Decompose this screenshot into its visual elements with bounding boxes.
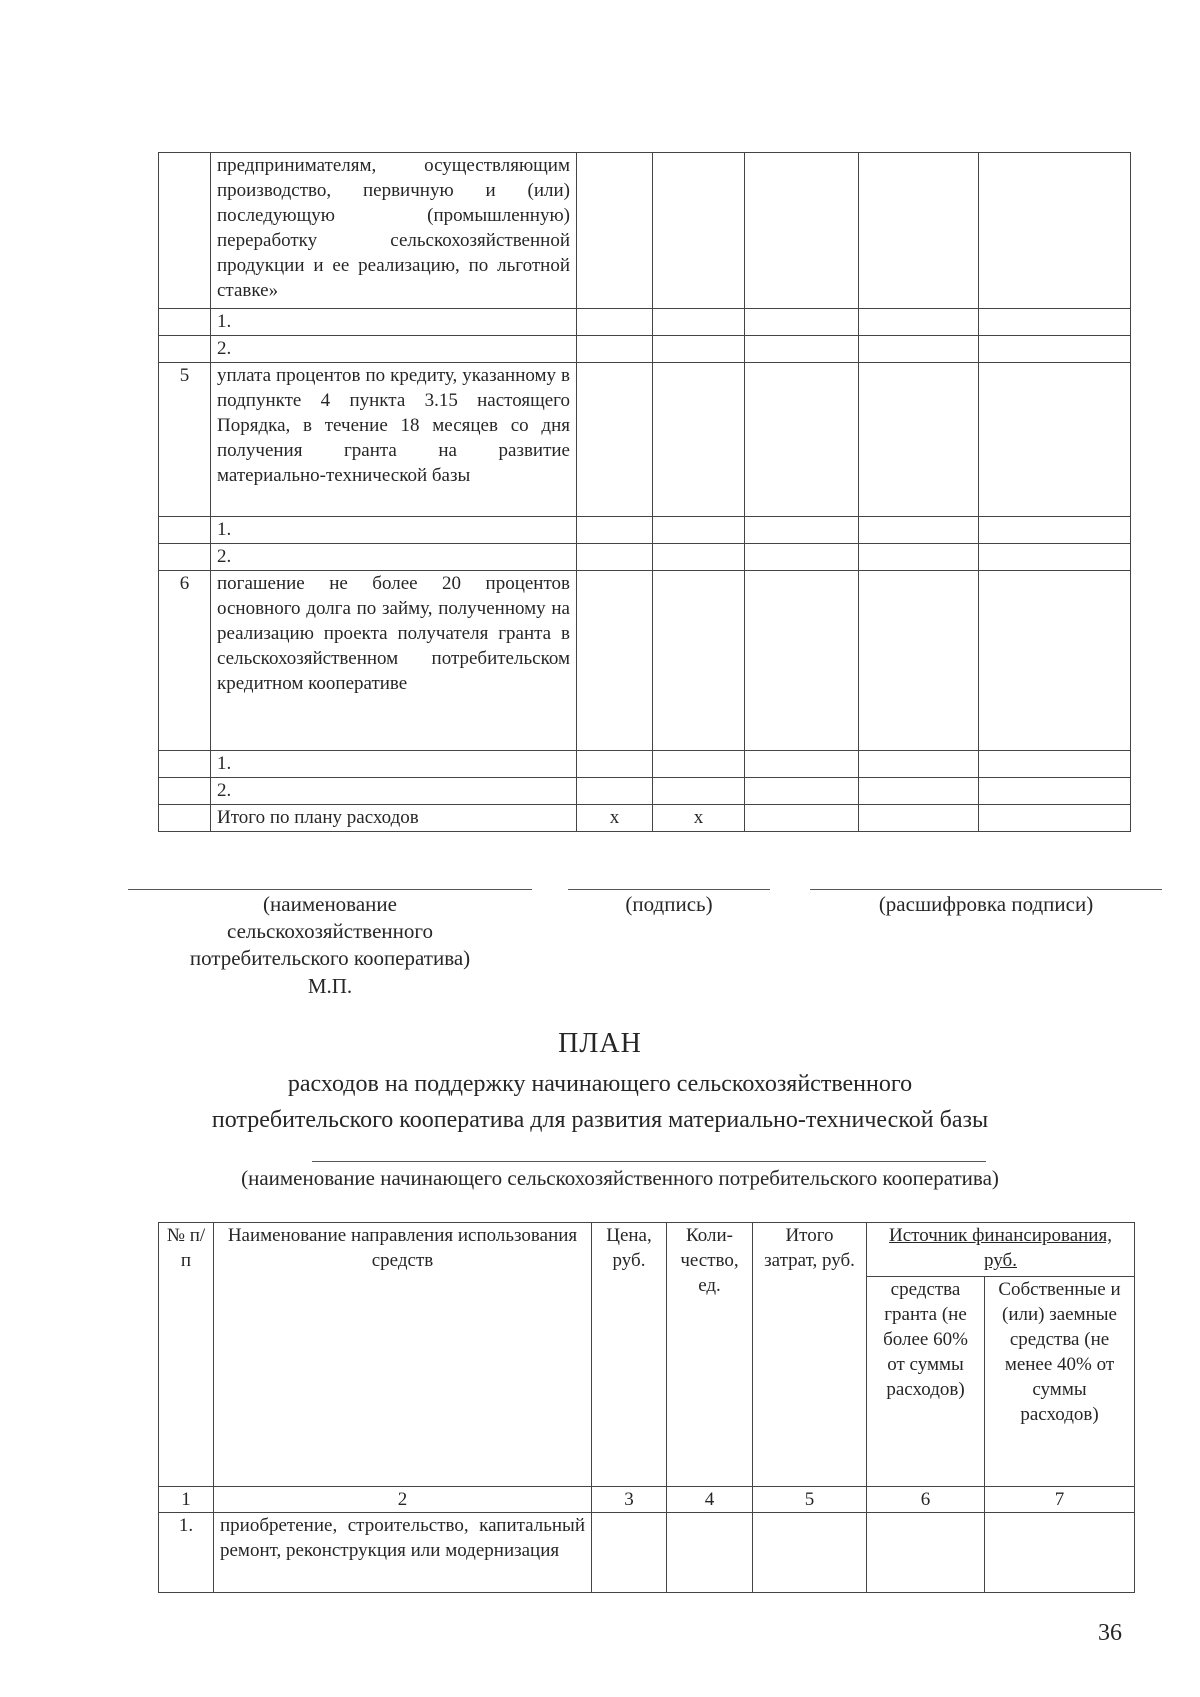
coop-name-line (312, 1161, 986, 1162)
expense-description: предпринимателям, осуществляющим производство, первичную и (или) последующую (промышленную) переработку сельскохозяйственной продукции и ее реализацию, по льготной ставке» (211, 153, 577, 309)
table-row (159, 571, 1131, 751)
total-row (159, 805, 1131, 832)
row-number: 1. (159, 1513, 214, 1593)
header-qty: Коли-чество, ед. (667, 1223, 753, 1487)
sub-item: 1. (211, 751, 577, 778)
column-number-row (159, 1487, 1135, 1513)
row-number-cell (159, 153, 211, 309)
plan-subtitle-line-1: расходов на поддержку начинающего сельскохозяйственного (287, 1071, 913, 1097)
sub-item: 2. (211, 544, 577, 571)
table-row (159, 778, 1131, 805)
signature-decode-line (810, 889, 1162, 890)
sub-item: 1. (211, 517, 577, 544)
signature-line (568, 889, 770, 890)
plan-title: ПЛАН (558, 1028, 642, 1059)
signature-decode-caption: (расшифровка подписи) (878, 892, 1094, 916)
sub-item: 1. (211, 309, 577, 336)
total-label: Итого по плану расходов (211, 805, 577, 832)
sub-item: 2. (211, 336, 577, 363)
org-name-caption: (наименование сельскохозяйственного потребительского кооператива) (189, 892, 471, 970)
total-qty-mark: x (653, 805, 745, 832)
plan-subtitle-line-2: потребительского кооператива для развития материально-технической базы (211, 1107, 989, 1133)
column-number: 4 (667, 1487, 753, 1513)
row-number: 5 (159, 363, 211, 517)
column-number: 7 (985, 1487, 1135, 1513)
total-price-mark: x (577, 805, 653, 832)
column-number: 1 (159, 1487, 214, 1513)
table-row (159, 1513, 1135, 1593)
table-header-row (159, 1223, 1135, 1277)
column-number: 3 (592, 1487, 667, 1513)
plan-table (158, 1222, 1135, 1593)
table-row (159, 153, 1131, 309)
signature-caption: (подпись) (625, 892, 713, 916)
page-number: 36 (1098, 1620, 1122, 1646)
column-number: 6 (867, 1487, 985, 1513)
header-own: Собственные и (или) заемные средства (не менее 40% от суммы расходов) (985, 1277, 1135, 1487)
row-number: 6 (159, 571, 211, 751)
coop-name-caption: (наименование начинающего сельскохозяйственного потребительского кооператива) (241, 1166, 999, 1190)
header-price: Цена, руб. (592, 1223, 667, 1487)
expense-description: приобретение, строительство, капитальный ремонт, реконструкция или модернизация (214, 1513, 592, 1593)
table-row (159, 517, 1131, 544)
header-grant: средства гранта (не более 60% от суммы расходов) (867, 1277, 985, 1487)
table-row (159, 751, 1131, 778)
table-row (159, 309, 1131, 336)
expenses-table-continued (158, 152, 1131, 832)
header-num: № п/п (159, 1223, 214, 1487)
table-row (159, 336, 1131, 363)
sub-item: 2. (211, 778, 577, 805)
org-name-line (128, 889, 532, 890)
header-name: Наименование направления использования средств (214, 1223, 592, 1487)
table-row (159, 363, 1131, 517)
table-row (159, 544, 1131, 571)
header-source: Источник финансирования, руб. (867, 1223, 1135, 1277)
column-number: 2 (214, 1487, 592, 1513)
column-number: 5 (753, 1487, 867, 1513)
expense-description: уплата процентов по кредиту, указанному в подпункте 4 пункта 3.15 настоящего Порядка, в течение 18 месяцев со дня получения гранта на развитие материально-технической базы (211, 363, 577, 517)
header-total: Итого затрат, руб. (753, 1223, 867, 1487)
expense-description: погашение не более 20 процентов основного долга по займу, полученному на реализацию проекта получателя гранта в сельскохозяйственном потребительском кредитном кооперативе (211, 571, 577, 751)
stamp-label: М.П. (307, 974, 353, 998)
